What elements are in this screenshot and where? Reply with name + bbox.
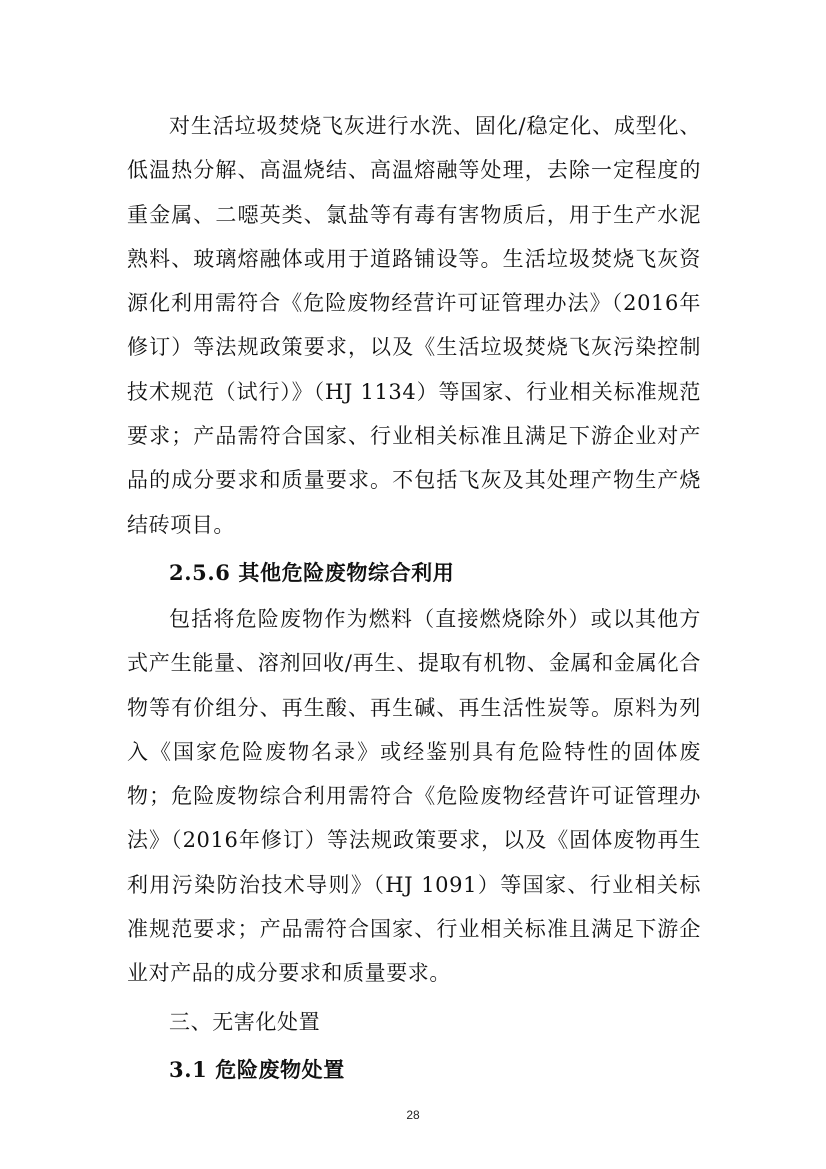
- heading-section-3: 三、无害化处置: [169, 1009, 321, 1034]
- paragraph-fly-ash: 对生活垃圾焚烧飞灰进行水洗、固化/稳定化、成型化、低温热分解、高温烧结、高温熔融等处理，去除一定程度的重金属、二噁英类、氯盐等有毒有害物质后，用于生产水泥熟料、玻璃熔融体或用于道路铺设等。生活垃圾焚烧飞灰资源化利用需符合《危险废物经营许可证管理办法》（2016年修订）等法规政策要求，以及《生活垃圾焚烧飞灰污染控制技术规范（试行）》（HJ 1134）等国家、行业相关标准规范要求；产品需符合国家、行业相关标准且满足下游企业对产品的成分要求和质量要求。不包括飞灰及其处理产物生产烧结砖项目。: [127, 114, 701, 537]
- paragraph-other-hazardous-waste: 包括将危险废物作为燃料（直接燃烧除外）或以其他方式产生能量、溶剂回收/再生、提取有机物、金属和金属化合物等有价组分、再生酸、再生碱、再生活性炭等。原料为列入《国家危险废物名录》或经鉴别具有危险特性的固体废物；危险废物综合利用需符合《危险废物经营许可证管理办法》（2016年修订）等法规政策要求，以及《固体废物再生利用污染防治技术导则》（HJ 1091）等国家、行业相关标准规范要求；产品需符合国家、行业相关标准且满足下游企业对产品的成分要求和质量要求。: [127, 606, 701, 986]
- document-body: [127, 104, 701, 1094]
- heading-3-1: 3.1 危险废物处置: [169, 1056, 345, 1082]
- page-number: 28: [406, 1108, 420, 1122]
- heading-2-5-6: 2.5.6 其他危险废物综合利用: [169, 559, 455, 585]
